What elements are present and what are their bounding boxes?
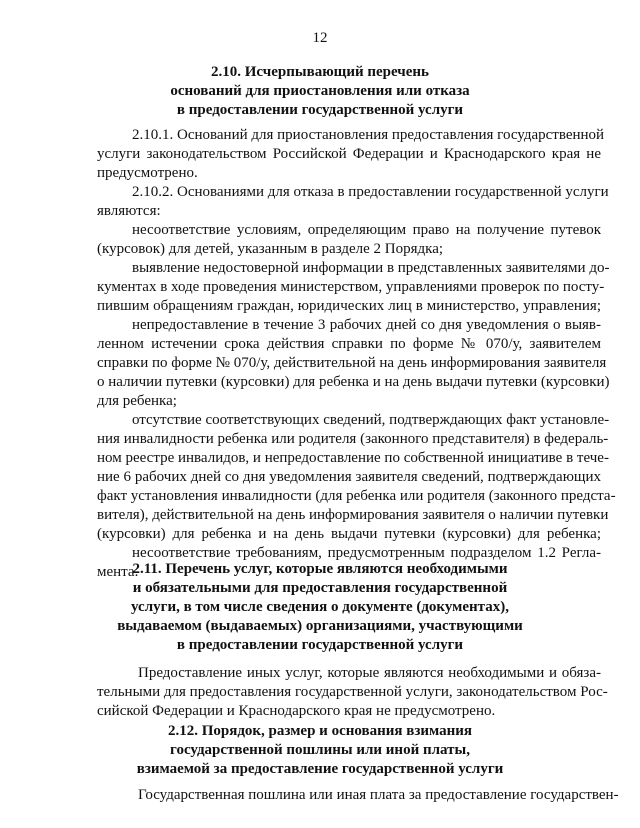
text-line: (курсовки) для ребенка и на день выдачи путевки (курсовки) для ребенка;	[97, 526, 601, 542]
section-2-12-heading	[0, 722, 640, 779]
text-line: факт установления инвалидности (для ребенка или родителя (законного предста-	[97, 488, 616, 504]
heading-line: государственной пошлины или иной платы,	[170, 742, 470, 758]
heading-line: и обязательными для предоставления государственной	[132, 580, 508, 596]
text-line: пившим обращениям граждан, юридических лиц в министерство, управления;	[97, 298, 601, 314]
text-line: о наличии путевки (курсовки) для ребенка и на день выдачи путевки (курсовки)	[97, 374, 610, 390]
text-line: отсутствие соответствующих сведений, подтверждающих факт установле-	[132, 412, 610, 428]
text-line: Предоставление иных услуг, которые являются необходимыми и обяза-	[138, 665, 601, 681]
text-line: справки по форме № 070/у, действительной на день информирования заявителя	[97, 355, 607, 371]
text-line: Государственная пошлина или иная плата за предоставление государствен-	[138, 787, 619, 803]
text-line: несоответствие условиям, определяющим право на получение путевок	[132, 222, 601, 238]
heading-line: 2.10. Исчерпывающий перечень	[211, 64, 429, 80]
heading-line: взимаемой за предоставление государственной услуги	[136, 761, 504, 777]
page-number: 12	[312, 30, 328, 46]
text-line: являются:	[97, 203, 161, 219]
text-line: 2.10.2. Основаниями для отказа в предоставлении государственной услуги	[132, 184, 609, 200]
text-line: предусмотрено.	[97, 165, 198, 181]
heading-line: в предоставлении государственной услуги	[176, 102, 464, 118]
text-line: ном реестре инвалидов, и непредоставление по собственной инициативе в тече-	[97, 450, 609, 466]
text-line: несоответствие требованиям, предусмотренным подразделом 1.2 Регла-	[132, 545, 601, 561]
text-line: вителя), действительной на день информирования заявителя о наличии путевки	[97, 507, 609, 523]
text-line: выявление недостоверной информации в представленных заявителями до-	[132, 260, 610, 276]
text-line: ния инвалидности ребенка или родителя (законного представителя) в федераль-	[97, 431, 609, 447]
text-line: сийской Федерации и Краснодарского края не предусмотрено.	[97, 703, 496, 719]
text-line: тельными для предоставления государственной услуги, законодательством Рос-	[97, 684, 608, 700]
text-line: мента.	[97, 564, 139, 580]
heading-line: 2.11. Перечень услуг, которые являются необходимыми	[132, 561, 508, 577]
text-line: (курсовок) для детей, указанным в разделе 2 Порядка;	[97, 241, 444, 257]
heading-line: в предоставлении государственной услуги	[176, 637, 464, 653]
heading-line: 2.12. Порядок, размер и основания взимания	[167, 723, 473, 739]
section-2-11-heading	[0, 560, 640, 655]
heading-line: выдаваемом (выдаваемых) организациями, участвующими	[117, 618, 523, 634]
text-line: ленном истечении срока действия справки по форме № 070/у, заявителем	[97, 336, 601, 352]
text-line: непредоставление в течение 3 рабочих дней со дня уведомления о выяв-	[132, 317, 601, 333]
text-line: услуги законодательством Российской Федерации и Краснодарского края не	[97, 146, 601, 162]
text-line: кументах в ходе проведения министерством, управлениями проверок по посту-	[97, 279, 605, 295]
text-line: ние 6 рабочих дней со дня уведомления заявителя сведений, подтверждающих	[97, 469, 601, 485]
text-line: для ребенка;	[97, 393, 177, 409]
heading-line: оснований для приостановления или отказа	[170, 83, 470, 99]
section-2-10-heading	[0, 63, 640, 120]
text-line: 2.10.1. Оснований для приостановления предоставления государственной	[132, 127, 605, 143]
heading-line: услуги, в том числе сведения о документе (документах),	[131, 599, 509, 615]
